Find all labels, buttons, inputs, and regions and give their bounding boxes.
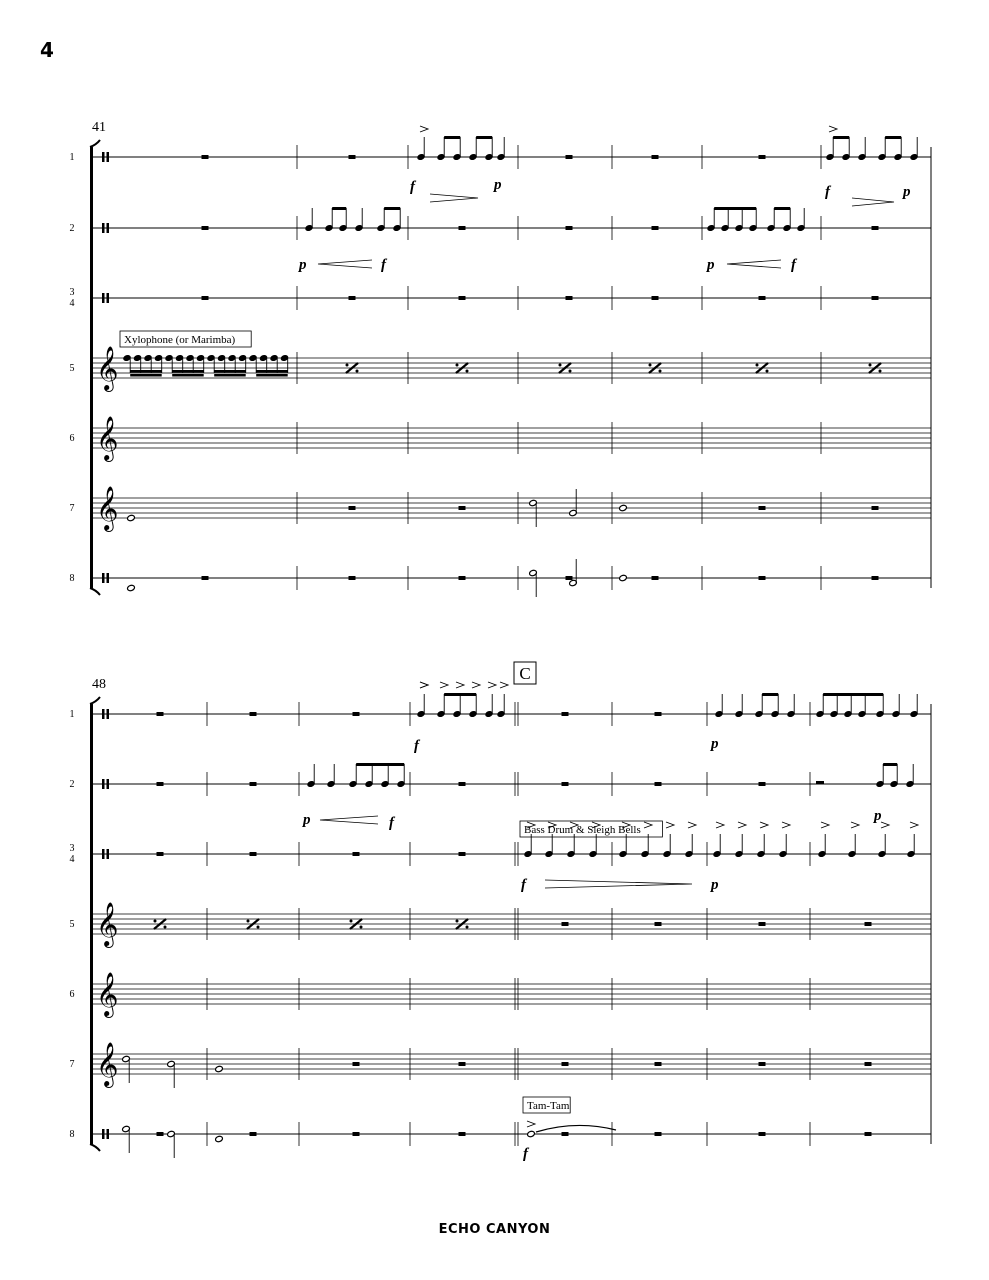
whole-rest [353,852,360,856]
dynamic-mark: f [410,179,415,195]
whole-rest [759,296,766,300]
dynamic-mark: p [711,736,719,752]
repeat-dot [869,364,872,367]
instrument-label: Xylophone (or Marimba) [124,334,236,346]
treble-clef-glyph: 𝄞 [96,974,119,1016]
whole-rest [459,782,466,786]
clef-bar [107,152,110,162]
whole-rest [250,712,257,716]
whole-rest [655,1062,662,1066]
bracket-hook [90,588,100,595]
repeat-dot [247,920,250,923]
dynamic-mark: f [414,738,419,754]
whole-rest [353,1132,360,1136]
accent-mark [910,822,918,828]
whole-rest [349,296,356,300]
whole-rest [759,506,766,510]
bracket-hook [90,1144,100,1151]
whole-rest [459,1132,466,1136]
whole-rest [459,506,466,510]
clef-bar [107,709,110,719]
whole-rest [157,782,164,786]
beam [883,763,897,766]
whole-rest [652,155,659,159]
treble-clef-icon [96,487,118,532]
whole-rest [759,155,766,159]
beam [256,374,288,377]
rehearsal-mark: C [519,664,531,683]
beam [256,370,288,373]
whole-rest [652,296,659,300]
repeat-dot [350,920,353,923]
repeat-dot [360,926,363,929]
whole-note [215,1065,224,1072]
whole-rest [353,712,360,716]
whole-rest [652,576,659,580]
whole-rest [562,1062,569,1066]
whole-note [127,514,136,521]
system-2 [70,662,932,1162]
beam [885,136,901,139]
clef-bar [107,1129,110,1139]
whole-rest [459,1062,466,1066]
whole-note [127,584,136,591]
accent-mark [760,822,768,828]
staff-label: 8 [69,1129,75,1140]
accent-mark [821,822,829,828]
staff-label: 3 [69,287,75,298]
beam [774,207,790,210]
beam [130,374,162,377]
staff-label: 5 [69,363,75,374]
whole-rest [349,506,356,510]
treble-clef-icon [96,973,118,1018]
dynamic-mark: p [874,808,882,824]
clef-bar [102,779,105,789]
staff-label: 7 [69,1059,75,1070]
treble-clef-glyph: 𝄞 [96,488,119,530]
whole-note [215,1135,224,1142]
crescendo-hairpin [320,816,378,824]
measure-number: 41 [92,120,106,135]
whole-rest [865,1062,872,1066]
whole-rest [759,576,766,580]
accent-mark [644,822,652,828]
whole-rest [349,576,356,580]
accent-mark [488,682,496,688]
whole-rest [562,712,569,716]
instrument-label: Tam-Tam [527,1100,570,1112]
staff-label: 2 [69,779,75,790]
whole-rest [759,922,766,926]
clef-bar [102,223,105,233]
beam [130,370,162,373]
whole-rest [566,296,573,300]
staff-lines [92,428,931,448]
repeat-dot [346,364,349,367]
clef-bar [102,1129,105,1139]
beam [332,207,346,210]
accent-mark [500,682,508,688]
dynamic-mark: f [381,257,386,273]
beam [823,693,883,696]
dynamic-mark: p [711,877,719,893]
whole-rest [349,155,356,159]
repeat-dot [257,926,260,929]
clef-bar [107,849,110,859]
repeat-dot [766,370,769,373]
repeat-dot [569,370,572,373]
staff-label: 4 [69,854,75,865]
repeat-dot [649,364,652,367]
whole-rest [872,506,879,510]
staff-label: 4 [69,298,75,309]
whole-rest [872,576,879,580]
accent-mark [440,682,448,688]
treble-clef-icon [96,417,118,462]
whole-rest [655,1132,662,1136]
whole-rest [566,226,573,230]
clef-bar [102,709,105,719]
whole-rest [865,1132,872,1136]
beam [172,370,204,373]
whole-rest [562,922,569,926]
repeat-dot [756,364,759,367]
clef-bar [102,849,105,859]
accent-mark [472,682,480,688]
whole-note [527,1130,536,1137]
repeat-dot [466,370,469,373]
whole-rest [202,155,209,159]
whole-rest [202,296,209,300]
beam [762,693,778,696]
whole-rest [157,712,164,716]
staff-label: 1 [69,709,75,720]
dynamic-mark: f [389,815,394,831]
accent-mark [829,126,837,132]
staff-label: 3 [69,843,75,854]
accent-mark [527,1121,535,1127]
dynamic-mark: p [494,177,502,193]
beam [444,693,476,696]
whole-note [619,504,628,511]
measure-number: 48 [92,677,106,692]
footer-title: ECHO CANYON [438,1222,551,1237]
staff-label: 6 [69,433,75,444]
whole-rest [865,922,872,926]
repeat-dot [659,370,662,373]
repeat-dot [559,364,562,367]
dynamic-mark: p [299,257,307,273]
decrescendo-hairpin [430,194,478,202]
whole-rest [566,576,573,580]
clef-bar [102,573,105,583]
whole-rest [655,712,662,716]
accent-mark [851,822,859,828]
decrescendo-hairpin [545,880,692,888]
instrument-label: Bass Drum & Sleigh Bells [524,824,641,836]
clef-bar [107,223,110,233]
whole-rest [872,296,879,300]
whole-rest [459,296,466,300]
staff-label: 8 [69,573,75,584]
staff-label: 5 [69,919,75,930]
repeat-dot [154,920,157,923]
whole-rest [250,782,257,786]
repeat-dot [356,370,359,373]
treble-clef-icon [96,1043,118,1088]
clef-bar [102,152,105,162]
staff-label: 6 [69,989,75,1000]
whole-rest [759,782,766,786]
whole-rest [562,782,569,786]
note-group [707,207,806,232]
whole-rest [759,1062,766,1066]
whole-rest [655,782,662,786]
repeat-dot [879,370,882,373]
staff-lines [92,498,931,518]
decrescendo-hairpin [852,198,894,206]
whole-rest [759,1132,766,1136]
beam [214,370,246,373]
treble-clef-glyph: 𝄞 [96,1044,119,1086]
dynamic-mark: f [523,1146,528,1162]
dynamic-mark: f [521,877,526,893]
whole-rest [459,226,466,230]
whole-rest [202,576,209,580]
repeat-dot [466,926,469,929]
treble-clef-glyph: 𝄞 [96,418,119,460]
staff-label: 7 [69,503,75,514]
accent-mark [420,126,428,132]
beam [833,136,849,139]
dynamic-mark: p [303,812,311,828]
accent-mark [782,822,790,828]
clef-bar [102,293,105,303]
repeat-dot [456,920,459,923]
treble-clef-icon [96,347,118,392]
clef-bar [107,573,110,583]
whole-rest [250,1132,257,1136]
whole-rest [157,852,164,856]
whole-rest [157,1132,164,1136]
dynamic-mark: p [707,257,715,273]
treble-clef-glyph: 𝄞 [96,348,119,390]
beam [172,374,204,377]
beam [356,763,404,766]
beam [714,207,756,210]
half-rest [816,781,824,784]
bracket-hook [90,140,100,147]
dynamic-mark: f [825,184,830,200]
repeat-dot [164,926,167,929]
whole-rest [872,226,879,230]
accent-mark [881,822,889,828]
whole-rest [459,576,466,580]
beam [384,207,400,210]
accent-mark [738,822,746,828]
crescendo-hairpin [727,260,781,268]
note-group [876,763,915,788]
whole-rest [459,852,466,856]
accent-mark [456,682,464,688]
staff-label: 2 [69,223,75,234]
whole-rest [202,226,209,230]
whole-rest [353,1062,360,1066]
whole-note [619,574,628,581]
note-group [417,682,508,718]
treble-clef-icon [96,903,118,948]
beam [476,136,492,139]
accent-mark [688,822,696,828]
accent-mark [716,822,724,828]
beam [214,374,246,377]
whole-rest [652,226,659,230]
beam [444,136,460,139]
dynamic-mark: p [903,184,911,200]
whole-rest [655,922,662,926]
page-number: 4 [40,38,54,62]
accent-mark [666,822,674,828]
whole-rest [566,155,573,159]
staff-lines [92,984,931,1004]
whole-rest [562,1132,569,1136]
staff-lines [92,914,931,934]
crescendo-hairpin [318,260,372,268]
dynamic-mark: f [791,257,796,273]
repeat-dot [456,364,459,367]
staff-label: 1 [69,152,75,163]
clef-bar [107,293,110,303]
bracket-hook [90,697,100,704]
system-1 [70,120,932,597]
accent-mark [420,682,428,688]
whole-rest [250,852,257,856]
laissez-vibrer-tie [536,1125,616,1132]
clef-bar [107,779,110,789]
treble-clef-glyph: 𝄞 [96,904,119,946]
